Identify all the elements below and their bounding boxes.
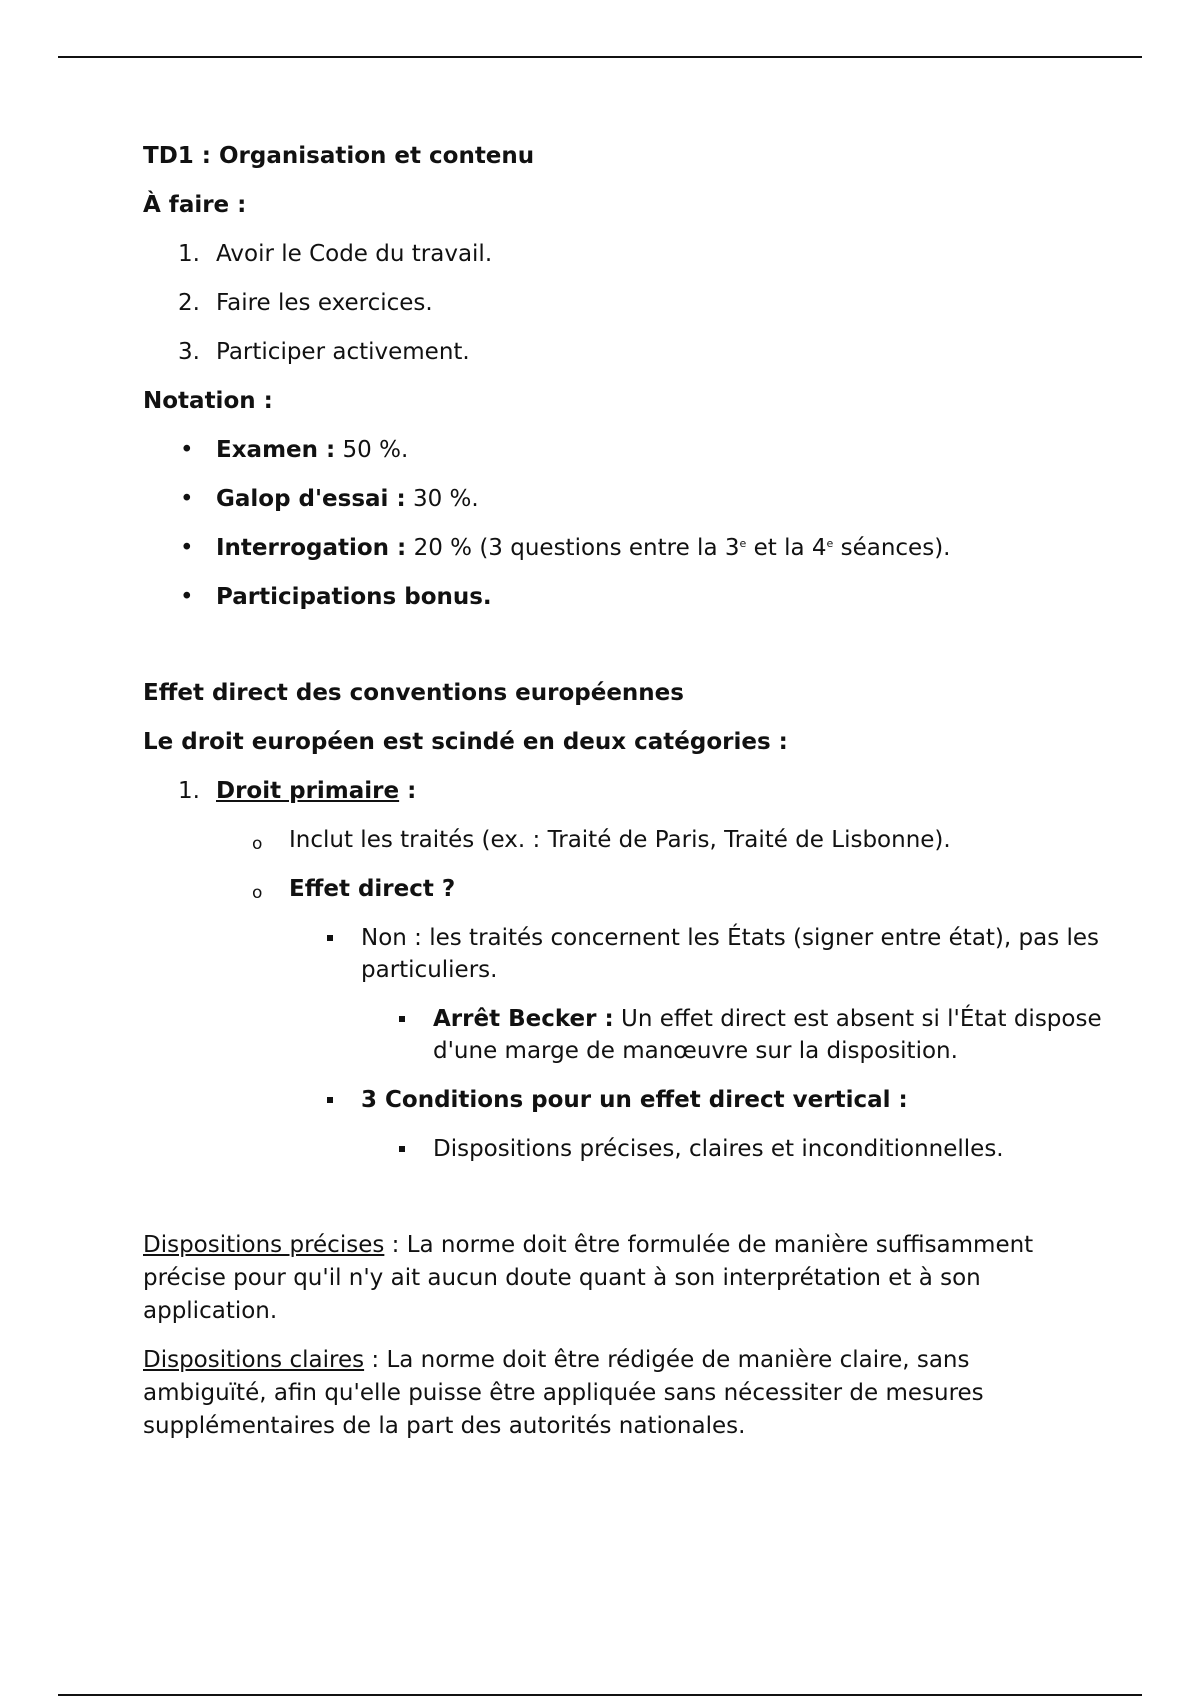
circle-bullet-icon: o: [252, 883, 263, 903]
list-number: 3.: [178, 339, 200, 365]
bullet-icon: •: [180, 486, 194, 512]
list-item: [143, 287, 1103, 319]
list-item: [143, 238, 1103, 270]
superscript: e: [739, 537, 747, 550]
conditions-text: Dispositions précises, claires et inconditionnelles.: [433, 1136, 1004, 1162]
sub-list-item: [143, 873, 1103, 905]
colon: :: [399, 778, 417, 804]
becker-text: Un effet direct est absent si l'État dispose d'une marge de manœuvre sur la disposition.: [433, 1006, 1102, 1064]
droit-primaire-label: Droit primaire: [216, 778, 400, 804]
list-item-text: Faire les exercices.: [216, 290, 433, 316]
section-subheading: Le droit européen est scindé en deux catégories :: [143, 729, 788, 755]
notation-heading: Notation :: [143, 388, 273, 414]
square-bullet-icon: [327, 935, 333, 941]
sub-item-text: Inclut les traités (ex. : Traité de Paris, Traité de Lisbonne).: [289, 827, 951, 853]
notation-label: Interrogation :: [216, 535, 407, 561]
definition-text: : La norme doit être rédigée de manière claire, sans ambiguïté, afin qu'elle puisse être appliquée sans nécessiter de mesures supplémentaires de la part des autorités nationales.: [143, 1347, 984, 1439]
notation-value: et la 4: [746, 535, 827, 561]
section-heading: Effet direct des conventions européennes: [143, 680, 684, 706]
list-item-text: Participer activement.: [216, 339, 470, 365]
non-text: Non : les traités concernent les États (signer entre état), pas les particuliers.: [361, 925, 1100, 983]
notation-value: 20 % (3 questions entre la 3: [406, 535, 740, 561]
notation-label: Galop d'essai :: [216, 486, 406, 512]
notation-label: Participations bonus.: [216, 584, 492, 610]
nested-item: [143, 1003, 1106, 1067]
sub-list-item: [143, 824, 1103, 856]
a-faire-heading: À faire :: [143, 192, 247, 218]
nested-item: [143, 1084, 1106, 1116]
definition-paragraph: [143, 1344, 1043, 1443]
list-number: 1.: [178, 241, 200, 267]
footer-rule: [58, 1694, 1142, 1696]
list-item: [143, 775, 1103, 807]
definition-text: : La norme doit être formulée de manière suffisamment précise pour qu'il n'y ait aucun doute quant à son interprétation et à son application.: [143, 1232, 1034, 1324]
definition-term: Dispositions claires: [143, 1347, 365, 1373]
square-bullet-icon: [399, 1016, 405, 1022]
notation-label: Examen :: [216, 437, 336, 463]
list-item-text: Avoir le Code du travail.: [216, 241, 493, 267]
square-bullet-icon: [399, 1146, 405, 1152]
list-item: [143, 336, 1103, 368]
bullet-icon: •: [180, 535, 194, 561]
notation-item: [143, 483, 1103, 515]
list-number: 1.: [178, 778, 200, 804]
bullet-icon: •: [180, 437, 194, 463]
nested-item: [143, 922, 1106, 986]
conditions-label: 3 Conditions pour un effet direct vertical :: [361, 1087, 908, 1113]
nested-item: [143, 1133, 1106, 1165]
notation-item: [143, 434, 1103, 466]
becker-label: Arrêt Becker :: [433, 1006, 614, 1032]
notation-item: [143, 532, 1103, 564]
notation-value: 50 %.: [335, 437, 409, 463]
notation-value: séances).: [833, 535, 951, 561]
td-title: TD1 : Organisation et contenu: [143, 143, 535, 169]
square-bullet-icon: [327, 1097, 333, 1103]
document-body: [143, 140, 1103, 1459]
bullet-icon: •: [180, 584, 194, 610]
circle-bullet-icon: o: [252, 834, 263, 854]
notation-value: 30 %.: [405, 486, 479, 512]
notation-item: [143, 581, 1103, 613]
list-number: 2.: [178, 290, 200, 316]
sub-item-text: Effet direct ?: [289, 876, 456, 902]
definition-term: Dispositions précises: [143, 1232, 385, 1258]
header-rule: [58, 56, 1142, 58]
superscript: e: [826, 537, 834, 550]
definition-paragraph: [143, 1229, 1043, 1328]
